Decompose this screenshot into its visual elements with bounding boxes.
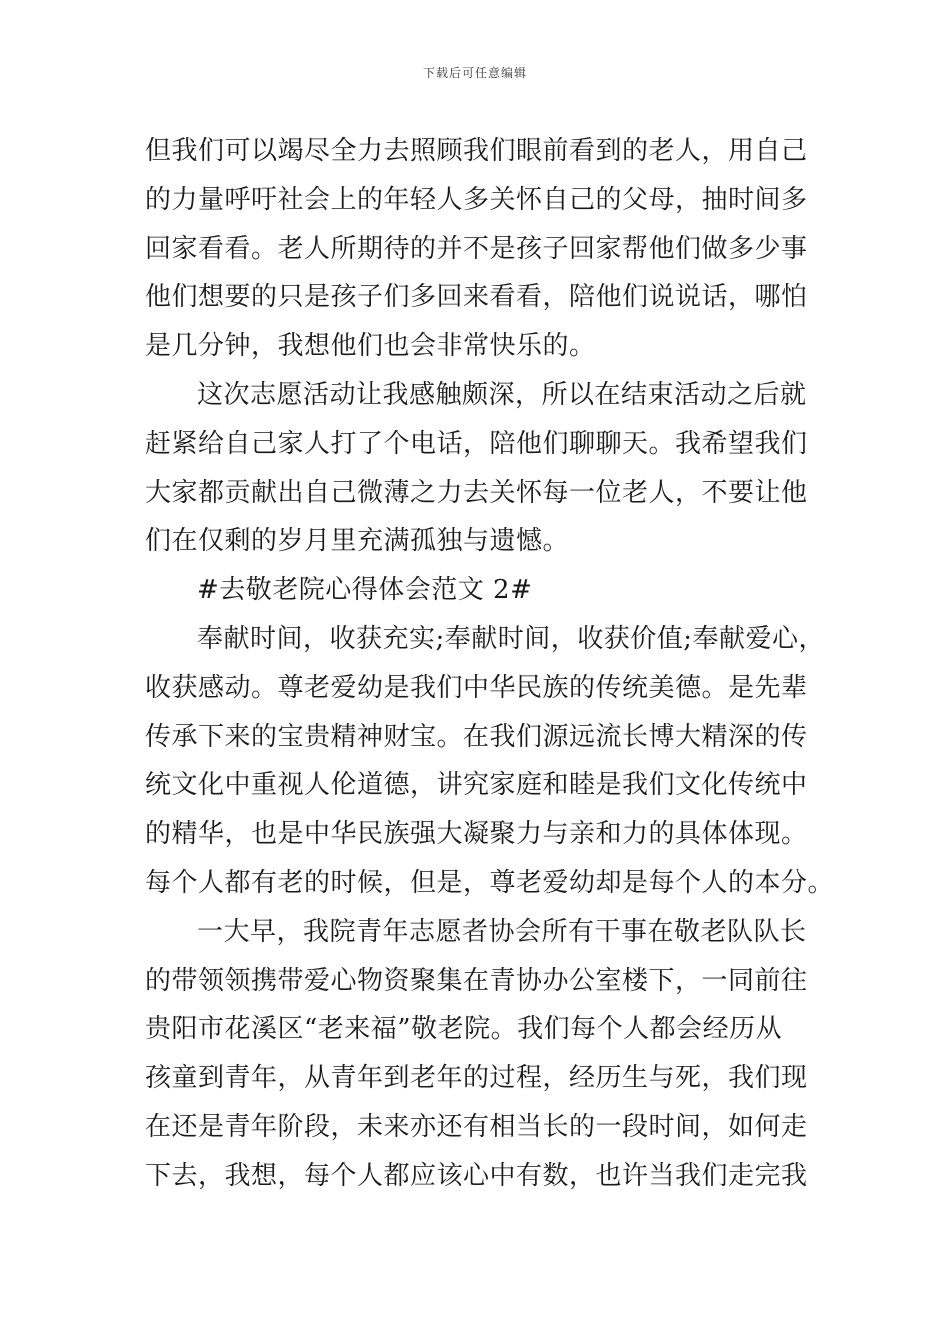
text-line: 传承下来的宝贵精神财宝。在我们源远流长博大精深的传 [145,721,808,752]
paragraph-first-line: 这次志愿活动让我感触颇深，所以在结束活动之后就 [197,379,807,410]
text-line: 下去，我想，每个人都应该心中有数，也许当我们走完我 [145,1160,808,1191]
text-line: 在还是青年阶段，未来亦还有相当长的一段时间，如何走 [145,1111,808,1142]
text-line: 他们想要的只是孩子们多回来看看，陪他们说说话，哪怕 [145,282,808,313]
text-line: 但我们可以竭尽全力去照顾我们眼前看到的老人，用自己 [145,136,808,166]
paragraph-first-line: 奉献时间，收获充实;奉献时间，收获价值;奉献爱心， [197,623,826,654]
text-line: 回家看看。老人所期待的并不是孩子回家帮他们做多少事 [145,233,808,264]
document-body [145,127,835,1201]
text-line: 的带领领携带爱心物资聚集在青协办公室楼下，一同前往 [145,965,808,996]
paragraph-first-line: 一大早，我院青年志愿者协会所有干事在敬老队队长 [197,916,807,947]
text-line: 的精华，也是中华民族强大凝聚力与亲和力的具体体现。 [145,819,808,850]
text-line: 每个人都有老的时候，但是，尊老爱幼却是每个人的本分。 [145,867,835,898]
text-line: 大家都贡献出自己微薄之力去关怀每一位老人，不要让他 [145,477,808,508]
text-line: 孩童到青年，从青年到老年的过程，经历生与死，我们现 [145,1063,808,1094]
section-heading: #去敬老院心得体会范文 2# [197,575,533,606]
text-line: 统文化中重视人伦道德，讲究家庭和睦是我们文化传统中 [145,770,808,801]
page-header-note: 下载后可任意编辑 [422,66,527,80]
text-line: 收获感动。尊老爱幼是我们中华民族的传统美德。是先辈 [145,672,808,703]
text-line: 是几分钟，我想他们也会非常快乐的。 [145,331,596,362]
text-line: 赶紧给自己家人打了个电话，陪他们聊聊天。我希望我们 [145,428,808,459]
text-line: 们在仅剩的岁月里充满孤独与遗憾。 [145,526,570,557]
text-line: 贵阳市花溪区“老来福”敬老院。我们每个人都会经历从 [145,1014,783,1045]
text-line: 的力量呼吁社会上的年轻人多关怀自己的父母，抽时间多 [145,184,808,215]
